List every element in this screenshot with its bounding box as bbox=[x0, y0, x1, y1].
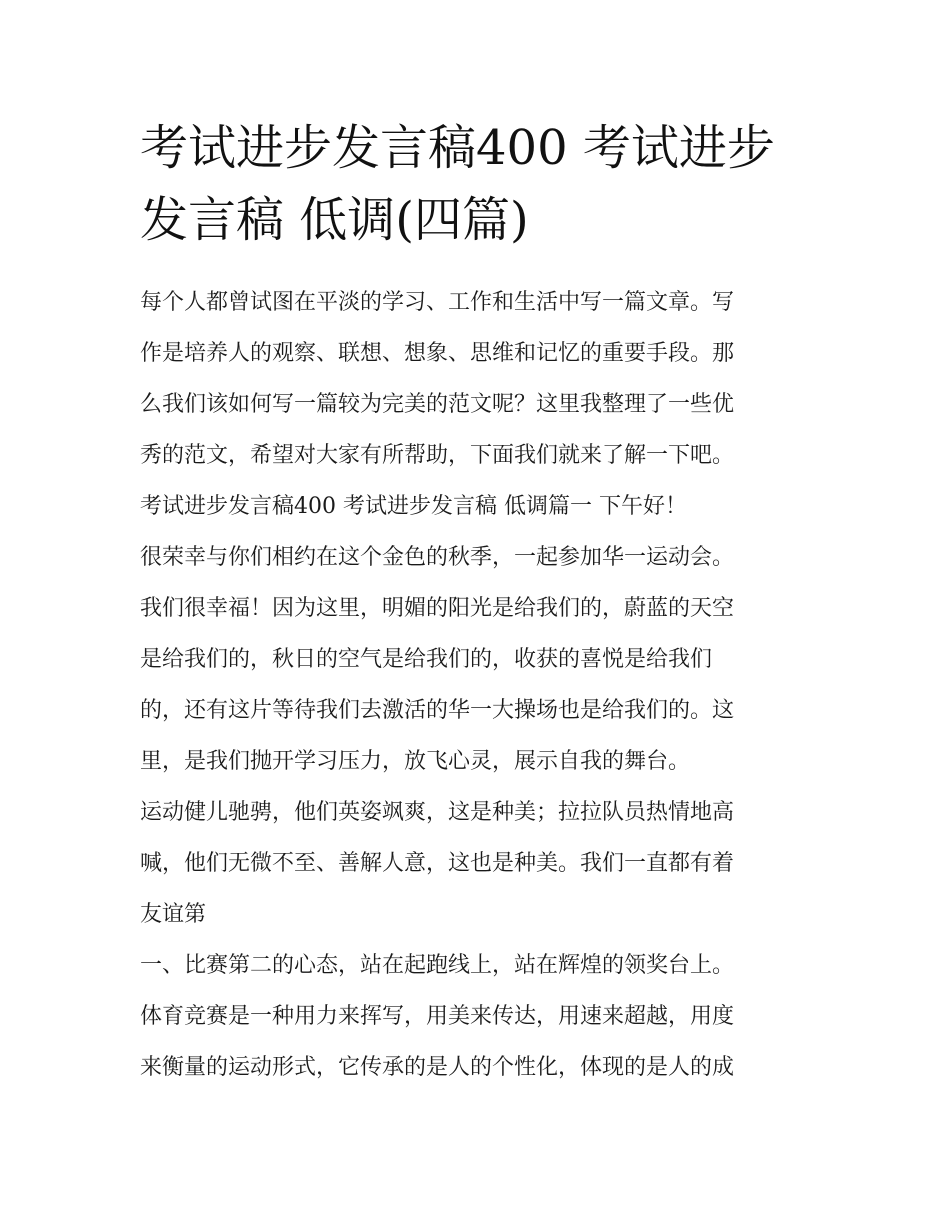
body-line-6: 很荣幸与你们相约在这个金色的秋季，一起参加华一运动会。 bbox=[140, 545, 735, 570]
title-line-1: 考试进步发言稿400 考试进步 bbox=[140, 120, 775, 176]
body-line-9: 的，还有这片等待我们去激活的华一大操场也是给我们的。这 bbox=[140, 698, 735, 723]
body-line-13: 友谊第 bbox=[140, 902, 207, 927]
body-line-2: 作是培养人的观察、联想、想象、思维和记忆的重要手段。那 bbox=[140, 341, 735, 366]
body-line-15: 体育竞赛是一种用力来挥写，用美来传达，用速来超越，用度 bbox=[140, 1004, 735, 1029]
body-line-12: 喊，他们无微不至、善解人意，这也是种美。我们一直都有着 bbox=[140, 851, 735, 876]
body-line-14: 一、比赛第二的心态，站在起跑线上，站在辉煌的领奖台上。 bbox=[140, 953, 735, 978]
body-line-3: 么我们该如何写一篇较为完美的范文呢？这里我整理了一些优 bbox=[140, 392, 735, 417]
body-line-7: 我们很幸福！因为这里，明媚的阳光是给我们的，蔚蓝的天空 bbox=[140, 596, 735, 621]
body-line-8: 是给我们的，秋日的空气是给我们的，收获的喜悦是给我们 bbox=[140, 647, 713, 672]
body-line-16: 来衡量的运动形式，它传承的是人的个性化，体现的是人的成 bbox=[140, 1055, 735, 1080]
body-line-11: 运动健儿驰骋，他们英姿飒爽，这是种美；拉拉队员热情地高 bbox=[140, 800, 735, 825]
body-line-4: 秀的范文，希望对大家有所帮助，下面我们就来了解一下吧。 bbox=[140, 443, 735, 468]
body-line-5: 考试进步发言稿400 考试进步发言稿 低调篇一 下午好！ bbox=[140, 494, 687, 519]
title-line-2: 发言稿 低调(四篇) bbox=[140, 192, 529, 248]
document-body bbox=[140, 277, 830, 1093]
document-title bbox=[140, 112, 830, 256]
body-line-10: 里，是我们抛开学习压力，放飞心灵，展示自我的舞台。 bbox=[140, 749, 691, 774]
body-line-1: 每个人都曾试图在平淡的学习、工作和生活中写一篇文章。写 bbox=[140, 290, 735, 315]
